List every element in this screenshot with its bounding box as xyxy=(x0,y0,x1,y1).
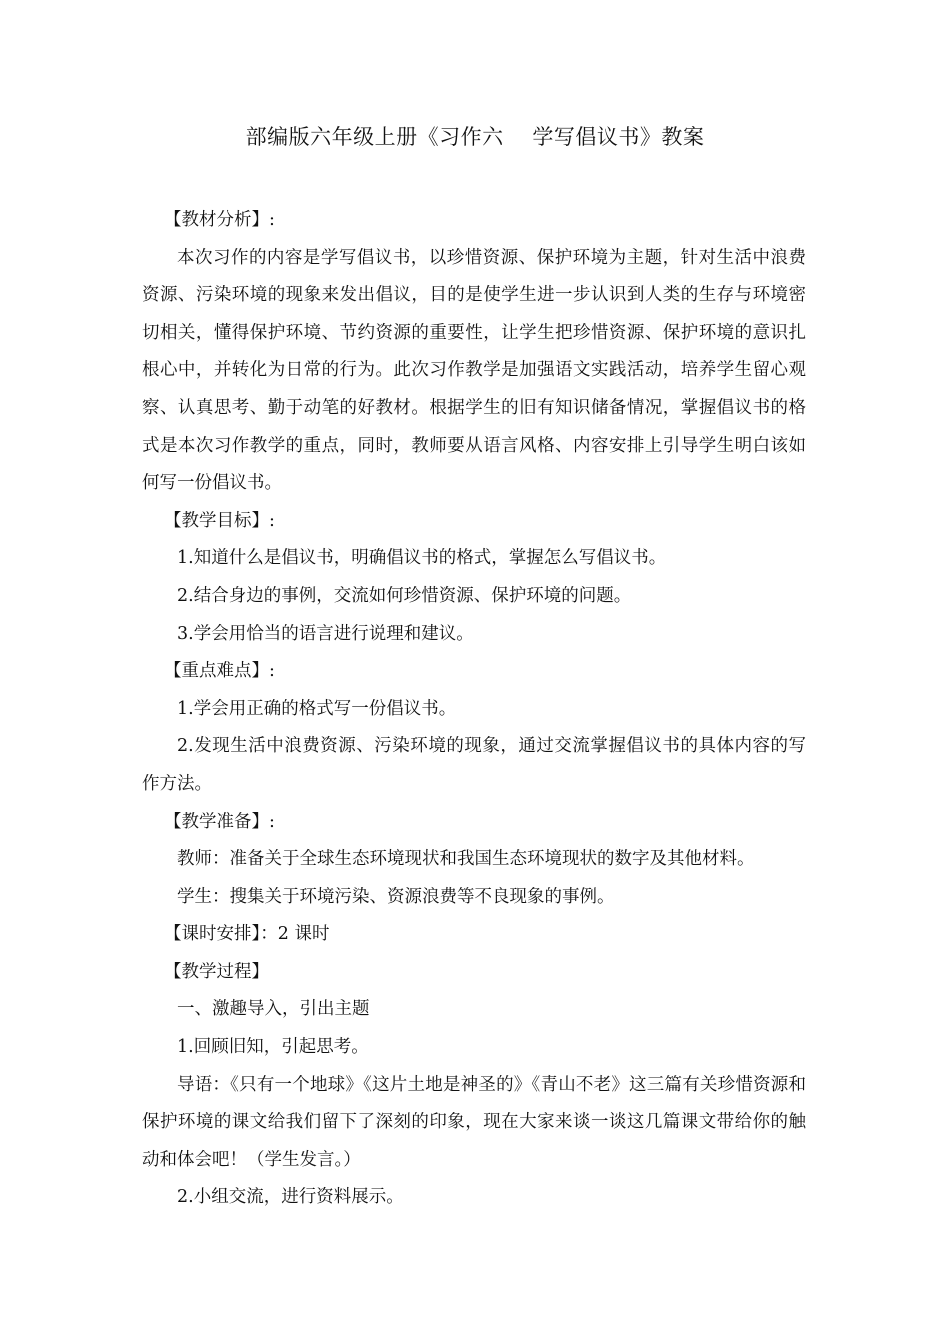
section-heading-schedule: 【课时安排】：2 课时 xyxy=(164,924,330,945)
section-heading-key-points: 【重点难点】: xyxy=(164,661,275,682)
preparation-teacher: 教师：准备关于全球生态环境现状和我国生态环境现状的数字及其他材料。 xyxy=(177,849,755,870)
process-intro-paragraph: 导语：《只有一个地球》《这片土地是神圣的》《青山不老》这三篇有关珍惜资源和保护环境的课文给我们留下了深刻的印象，现在大家来谈一谈这几篇课文带给你的触动和体会吧！（学生发言。） xyxy=(142,1074,806,1170)
paragraph-textbook-analysis: 本次习作的内容是学写倡议书，以珍惜资源、保护环境为主题，针对生活中浪费资源、污染环境的现象来发出倡议，目的是使学生进一步认识到人类的生存与环境密切相关，懂得保护环境、节约资源的重要性，让学生把珍惜资源、保护环境的意识扎根心中，并转化为日常的行为。此次习作教学是加强语文实践活动，培养学生留心观察、认真思考、勤于动笔的好教材。根据学生的旧有知识储备情况，掌握倡议书的格式是本次习作教学的重点，同时，教师要从语言风格、内容安排上引导学生明白该如何写一份倡议书。 xyxy=(142,247,806,494)
process-step-1: 一、激趣导入，引出主题 xyxy=(177,999,370,1020)
key-point-item-2: 2.发现生活中浪费资源、污染环境的现象，通过交流掌握倡议书的具体内容的写作方法。 xyxy=(142,736,806,794)
goal-item-2: 2.结合身边的事例，交流如何珍惜资源、保护环境的问题。 xyxy=(177,585,632,606)
section-heading-preparation: 【教学准备】: xyxy=(164,811,275,832)
key-point-item-1: 1.学会用正确的格式写一份倡议书。 xyxy=(177,698,457,719)
goal-item-3: 3.学会用恰当的语言进行说理和建议。 xyxy=(177,623,474,644)
process-substep-1: 1.回顾旧知，引起思考。 xyxy=(177,1037,369,1058)
section-heading-teaching-goals: 【教学目标】: xyxy=(164,510,275,531)
goal-item-1: 1.知道什么是倡议书，明确倡议书的格式，掌握怎么写倡议书。 xyxy=(177,548,667,569)
process-substep-2: 2.小组交流，进行资料展示。 xyxy=(177,1187,404,1208)
document-body xyxy=(142,202,806,1217)
section-heading-process: 【教学过程】 xyxy=(164,961,269,982)
preparation-student: 学生：搜集关于环境污染、资源浪费等不良现象的事例。 xyxy=(177,886,615,907)
document-title: 部编版六年级上册《习作六 学写倡议书》教案 xyxy=(245,125,705,149)
section-heading-textbook-analysis: 【教材分析】: xyxy=(164,210,275,230)
